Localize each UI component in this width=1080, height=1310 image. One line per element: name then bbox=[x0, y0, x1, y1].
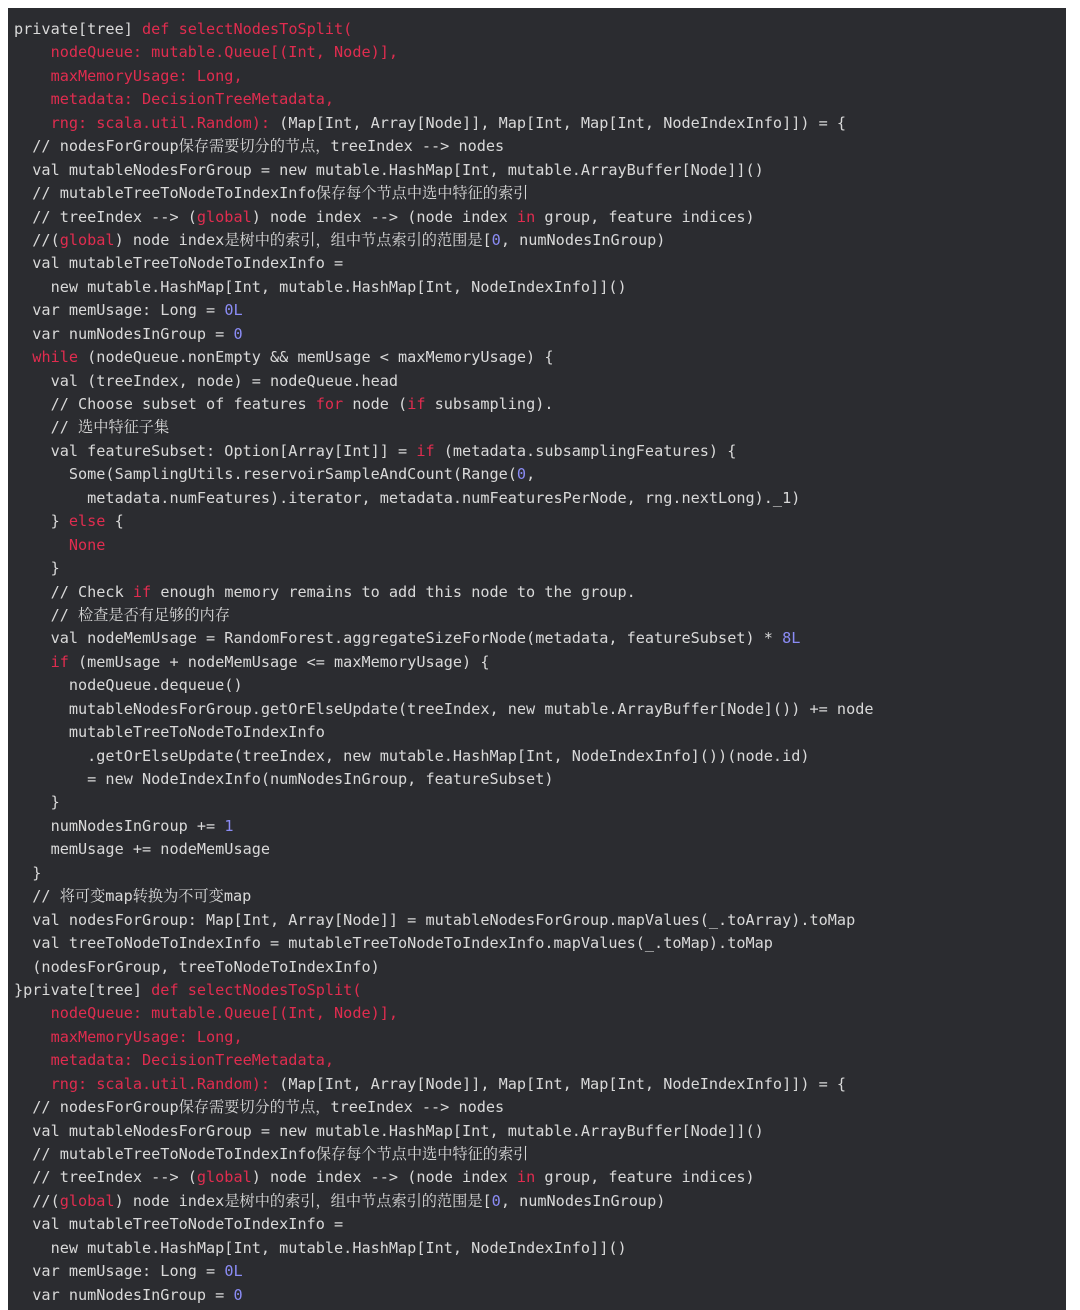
code-token: mutableTreeToNodeToIndexInfo bbox=[14, 723, 325, 742]
code-token: } bbox=[14, 559, 60, 578]
code-token: val mutableNodesForGroup = new mutable.HashMap[Int, mutable.ArrayBuffer[Node]]() bbox=[14, 1121, 764, 1140]
code-line bbox=[8, 909, 1066, 932]
code-token: = new NodeIndexInfo(numNodesInGroup, featureSubset) bbox=[14, 770, 554, 788]
code-token: metadata: DecisionTreeMetadata, bbox=[14, 1051, 335, 1070]
code-line bbox=[8, 416, 1066, 439]
code-token: maxMemoryUsage: Long, bbox=[14, 66, 243, 85]
code-token bbox=[14, 348, 32, 366]
code-token: node ( bbox=[343, 395, 408, 413]
code-line bbox=[8, 1002, 1066, 1025]
code-line bbox=[8, 815, 1066, 838]
code-token: }private[tree] bbox=[14, 980, 152, 999]
code-token: // mutableTreeToNodeToIndexInfo保存每个节点中选中特征的索引 bbox=[14, 1145, 529, 1163]
code-token: enough memory remains to add this node to the group. bbox=[151, 582, 636, 601]
code-token: group, feature indices) bbox=[535, 207, 755, 226]
code-token: None bbox=[68, 535, 106, 554]
code-line bbox=[8, 112, 1066, 135]
code-token: var memUsage: Long = bbox=[14, 301, 225, 320]
code-token: private[tree] bbox=[14, 20, 143, 38]
code-line bbox=[8, 370, 1066, 393]
code-token: val nodesForGroup: Map[Int, Array[Node]] = mutableNodesForGroup.mapValues(_.toArray).toMap bbox=[14, 910, 856, 929]
code-token: in bbox=[516, 207, 536, 226]
code-token: // mutableTreeToNodeToIndexInfo保存每个节点中选中特征的索引 bbox=[14, 184, 529, 203]
code-token: .getOrElseUpdate(treeIndex, new mutable.HashMap[Int, NodeIndexInfo]())(node.id) bbox=[14, 746, 810, 765]
code-token: val featureSubset: Option[Array[Int]] = bbox=[14, 441, 417, 460]
code-token: mutableNodesForGroup.getOrElseUpdate(treeIndex, new mutable.ArrayBuffer[Node]()) += node bbox=[14, 699, 874, 718]
code-token: // 选中特征子集 bbox=[14, 418, 170, 437]
code-token: def selectNodesToSplit( bbox=[151, 980, 362, 999]
code-line bbox=[8, 1166, 1066, 1189]
code-line bbox=[8, 604, 1066, 627]
code-token: // 检查是否有足够的内存 bbox=[14, 605, 230, 624]
code-line bbox=[8, 346, 1066, 369]
code-line bbox=[8, 18, 1066, 41]
code-token: 0 bbox=[491, 230, 501, 249]
code-token: nodeQueue: mutable.Queue[(Int, Node)], bbox=[14, 1004, 399, 1023]
code-token: in bbox=[516, 1168, 536, 1187]
code-token: if bbox=[416, 441, 435, 460]
code-token: numNodesInGroup += bbox=[14, 816, 225, 835]
code-line bbox=[8, 651, 1066, 674]
code-line bbox=[8, 41, 1066, 64]
code-line bbox=[8, 1073, 1066, 1096]
code-line bbox=[8, 698, 1066, 721]
code-token: , numNodesInGroup) bbox=[500, 230, 666, 249]
code-token: if bbox=[407, 395, 426, 413]
code-line bbox=[8, 885, 1066, 908]
code-line bbox=[8, 534, 1066, 557]
code-token: rng: scala.util.Random): bbox=[14, 1074, 280, 1093]
code-token: subsampling). bbox=[425, 395, 554, 413]
code-line bbox=[8, 1237, 1066, 1260]
code-token: metadata.numFeatures).iterator, metadata.numFeaturesPerNode, rng.nextLong)._1) bbox=[14, 488, 801, 507]
code-token: // Choose subset of features bbox=[14, 395, 316, 413]
code-line bbox=[8, 1213, 1066, 1236]
code-line bbox=[8, 1190, 1066, 1213]
code-line bbox=[8, 791, 1066, 814]
code-line bbox=[8, 159, 1066, 182]
code-line bbox=[8, 135, 1066, 158]
code-token: group, feature indices) bbox=[535, 1168, 755, 1187]
code-token: 0L bbox=[224, 1262, 243, 1281]
code-line bbox=[8, 674, 1066, 697]
code-token: // treeIndex --> ( bbox=[14, 1168, 197, 1187]
code-token: //( bbox=[14, 230, 60, 249]
code-token: { bbox=[105, 512, 124, 531]
code-editor bbox=[8, 8, 1066, 1310]
code-token: var memUsage: Long = bbox=[14, 1262, 225, 1281]
code-line bbox=[8, 206, 1066, 229]
code-token: 8L bbox=[782, 629, 801, 648]
code-line bbox=[8, 252, 1066, 275]
code-line bbox=[8, 768, 1066, 791]
code-line bbox=[8, 510, 1066, 533]
code-token: if bbox=[132, 582, 152, 601]
code-token: new mutable.HashMap[Int, mutable.HashMap[Int, NodeIndexInfo]]() bbox=[14, 277, 627, 296]
code-token: rng: scala.util.Random): bbox=[14, 113, 280, 132]
code-token: val treeToNodeToIndexInfo = mutableTreeToNodeToIndexInfo.mapValues(_.toMap).toMap bbox=[14, 934, 773, 953]
code-line bbox=[8, 276, 1066, 299]
code-token: // nodesForGroup保存需要切分的节点，treeIndex --> nodes bbox=[14, 137, 505, 156]
code-token bbox=[14, 536, 69, 554]
code-line bbox=[8, 487, 1066, 510]
code-token: global bbox=[196, 207, 252, 226]
code-line bbox=[8, 721, 1066, 744]
code-token: new mutable.HashMap[Int, mutable.HashMap[Int, NodeIndexInfo]]() bbox=[14, 1238, 627, 1257]
code-line bbox=[8, 182, 1066, 205]
code-line bbox=[8, 1049, 1066, 1072]
code-token: maxMemoryUsage: Long, bbox=[14, 1027, 243, 1046]
code-token: global bbox=[196, 1168, 252, 1187]
code-token: def selectNodesToSplit( bbox=[142, 20, 353, 38]
code-token: while bbox=[32, 348, 79, 367]
code-line bbox=[8, 1143, 1066, 1166]
code-token: val mutableNodesForGroup = new mutable.HashMap[Int, mutable.ArrayBuffer[Node]]() bbox=[14, 160, 764, 179]
code-token: 0 bbox=[491, 1191, 501, 1210]
code-token: Some(SamplingUtils.reservoirSampleAndCount(Range( bbox=[14, 465, 517, 484]
code-token: ) node index --> (node index bbox=[251, 207, 517, 226]
code-body bbox=[8, 18, 1066, 1307]
code-line bbox=[8, 1096, 1066, 1119]
code-token: ) node index是树中的索引，组中节点索引的范围是[ bbox=[114, 230, 492, 249]
code-token: } bbox=[14, 512, 69, 531]
code-line bbox=[8, 557, 1066, 580]
code-line bbox=[8, 581, 1066, 604]
code-token: // Check bbox=[14, 582, 133, 601]
code-line bbox=[8, 299, 1066, 322]
code-token: (memUsage + nodeMemUsage <= maxMemoryUsage) { bbox=[68, 652, 490, 671]
code-line bbox=[8, 65, 1066, 88]
code-token: 1 bbox=[224, 816, 234, 835]
code-token: (Map[Int, Array[Node]], Map[Int, Map[Int, NodeIndexInfo]]) = { bbox=[279, 113, 847, 132]
code-token: 0L bbox=[224, 301, 243, 320]
code-line bbox=[8, 1120, 1066, 1143]
code-token: 0 bbox=[233, 1285, 243, 1304]
code-token: //( bbox=[14, 1191, 60, 1210]
code-token: , bbox=[526, 465, 536, 484]
code-token: val mutableTreeToNodeToIndexInfo = bbox=[14, 1215, 344, 1234]
code-token: (Map[Int, Array[Node]], Map[Int, Map[Int, NodeIndexInfo]]) = { bbox=[279, 1074, 847, 1093]
code-line bbox=[8, 1260, 1066, 1283]
code-line bbox=[8, 956, 1066, 979]
code-token: (nodeQueue.nonEmpty && memUsage < maxMemoryUsage) { bbox=[78, 348, 554, 367]
code-token: var numNodesInGroup = bbox=[14, 1285, 234, 1304]
code-line bbox=[8, 932, 1066, 955]
code-token: val nodeMemUsage = RandomForest.aggregateSizeForNode(metadata, featureSubset) * bbox=[14, 629, 783, 648]
code-token: ) node index是树中的索引，组中节点索引的范围是[ bbox=[114, 1191, 492, 1210]
code-token: global bbox=[59, 1191, 115, 1210]
code-line bbox=[8, 229, 1066, 252]
code-token: // nodesForGroup保存需要切分的节点，treeIndex --> nodes bbox=[14, 1098, 505, 1117]
code-token: metadata: DecisionTreeMetadata, bbox=[14, 90, 335, 109]
code-line bbox=[8, 440, 1066, 463]
code-line bbox=[8, 323, 1066, 346]
code-line bbox=[8, 838, 1066, 861]
code-line bbox=[8, 1284, 1066, 1307]
code-token: global bbox=[59, 230, 115, 249]
code-token: ) node index --> (node index bbox=[251, 1168, 517, 1187]
code-line bbox=[8, 393, 1066, 416]
code-line bbox=[8, 627, 1066, 650]
code-token: if bbox=[50, 652, 69, 671]
code-token: nodeQueue.dequeue() bbox=[14, 676, 243, 695]
code-token: nodeQueue: mutable.Queue[(Int, Node)], bbox=[14, 43, 399, 62]
code-token: (nodesForGroup, treeToNodeToIndexInfo) bbox=[14, 957, 380, 976]
code-token: var numNodesInGroup = bbox=[14, 324, 234, 343]
code-token: val mutableTreeToNodeToIndexInfo = bbox=[14, 254, 344, 273]
code-token: for bbox=[315, 395, 344, 413]
code-line bbox=[8, 1026, 1066, 1049]
code-token: memUsage += nodeMemUsage bbox=[14, 840, 271, 859]
code-token bbox=[14, 653, 51, 671]
code-token: (metadata.subsamplingFeatures) { bbox=[434, 441, 737, 460]
code-token: } bbox=[14, 793, 60, 812]
code-token: 0 bbox=[516, 465, 527, 484]
code-line bbox=[8, 979, 1066, 1002]
code-line bbox=[8, 745, 1066, 768]
code-token: // treeIndex --> ( bbox=[14, 207, 197, 226]
code-token: val (treeIndex, node) = nodeQueue.head bbox=[14, 371, 399, 390]
code-token: , numNodesInGroup) bbox=[500, 1191, 666, 1210]
code-line bbox=[8, 463, 1066, 486]
code-token: } bbox=[14, 863, 42, 882]
code-line bbox=[8, 88, 1066, 111]
code-token: else bbox=[68, 512, 106, 531]
code-token: // 将可变map转换为不可变map bbox=[14, 887, 252, 906]
code-token: 0 bbox=[233, 324, 243, 343]
code-line bbox=[8, 862, 1066, 885]
